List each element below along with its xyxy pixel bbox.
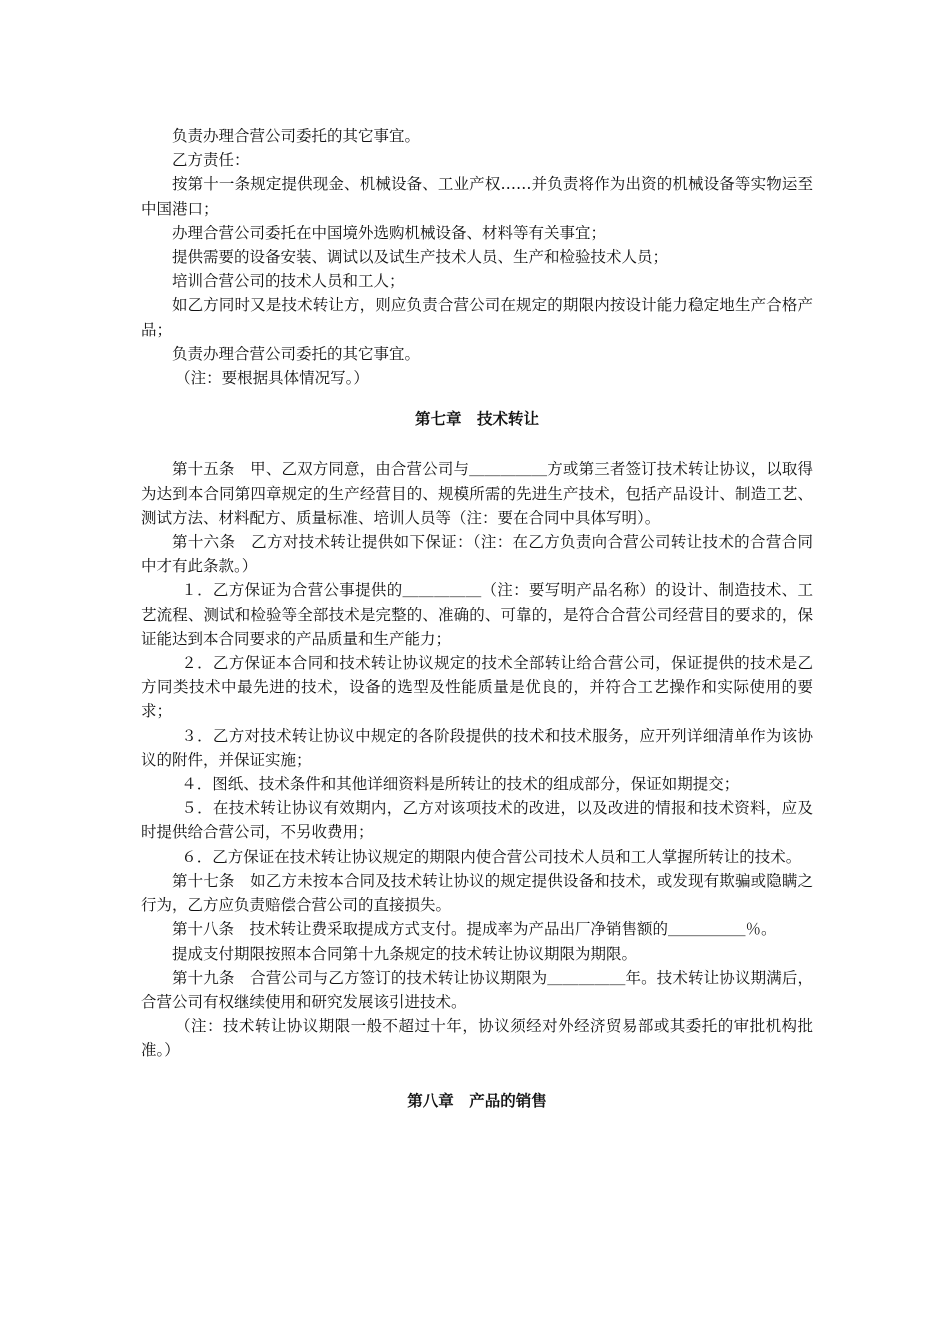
chapter-7-title: 第七章 技术转让 [414, 409, 539, 429]
paragraph: 提供需要的设备安装、调试以及试生产技术人员、生产和检验技术人员； [172, 248, 669, 267]
list-item: ５．在技术转让协议有效期内，乙方对该项技术的改进，以及改进的情报和技术资料，应及时提供给合营公司，不另收费用； [141, 799, 813, 842]
article-16: 第十六条 乙方对技术转让提供如下保证：（注：在乙方负责向合营公司转让技术的合营合同中才有此条款。） [141, 533, 813, 576]
paragraph: 负责办理合营公司委托的其它事宜。 [172, 344, 421, 363]
list-item: ６．乙方保证在技术转让协议规定的期限内使合营公司技术人员和工人掌握所转让的技术。 [181, 847, 802, 866]
paragraph: 负责办理合营公司委托的其它事宜。 [172, 127, 421, 145]
paragraph: 培训合营公司的技术人员和工人； [172, 272, 405, 291]
article-15: 第十五条 甲、乙双方同意，由合营公司与＿＿＿＿＿方或第三者签订技术转让协议，以取得为达到本合同第四章规定的生产经营目的、规模所需的先进生产技术，包括产品设计、制造工艺、测试方法、材料配方、质量标准、培训人员等（注：要在合同中具体写明）。 [141, 460, 813, 527]
list-item: １．乙方保证为合营公事提供的＿＿＿＿＿（注：要写明产品名称）的设计、制造技术、工艺流程、测试和检验等全部技术是完整的、准确的、可靠的，是符合合营公司经营目的要求的，保证能达到本合同要求的产品质量和生产能力； [141, 581, 813, 648]
paragraph: 提成支付期限按照本合同第十九条规定的技术转让协议期限为期限。 [172, 944, 638, 963]
chapter-8-title: 第八章 产品的销售 [407, 1090, 547, 1110]
paragraph: 乙方责任： [172, 151, 250, 170]
paragraph: 按第十一条规定提供现金、机械设备、工业产权……并负责将作为出资的机械设备等实物运至中国港口； [141, 175, 813, 218]
paragraph: 如乙方同时又是技术转让方，则应负责合营公司在规定的期限内按设计能力稳定地生产合格产品； [141, 296, 813, 339]
document-body [141, 124, 813, 1113]
list-item: ２．乙方保证本合同和技术转让协议规定的技术全部转让给合营公司，保证提供的技术是乙方同类技术中最先进的技术，设备的选型及性能质量是优良的，并符合工艺操作和实际使用的要求； [141, 654, 813, 721]
article-17: 第十七条 如乙方未按本合同及技术转让协议的规定提供设备和技术，或发现有欺骗或隐瞒之行为，乙方应负责赔偿合营公司的直接损失。 [141, 871, 813, 915]
list-item: ４．图纸、技术条件和其他详细资料是所转让的技术的组成部分，保证如期提交； [181, 775, 740, 794]
article-19: 第十九条 合营公司与乙方签订的技术转让协议期限为＿＿＿＿＿年。技术转让协议期满后，合营公司有权继续使用和研究发展该引进技术。 [141, 968, 813, 1011]
note-paragraph: （注：要根据具体情况写。） [175, 369, 369, 388]
list-item: ３．乙方对技术转让协议中规定的各阶段提供的技术和技术服务，应开列详细清单作为该协议的附件，并保证实施； [141, 726, 813, 769]
article-18: 第十八条 技术转让费采取提成方式支付。提成率为产品出厂净销售额的＿＿＿＿＿％。 [172, 920, 777, 939]
note-paragraph: （注：技术转让协议期限一般不超过十年，协议须经对外经济贸易部或其委托的审批机构批准。） [141, 1017, 813, 1060]
paragraph: 办理合营公司委托在中国境外选购机械设备、材料等有关事宜； [172, 223, 607, 242]
